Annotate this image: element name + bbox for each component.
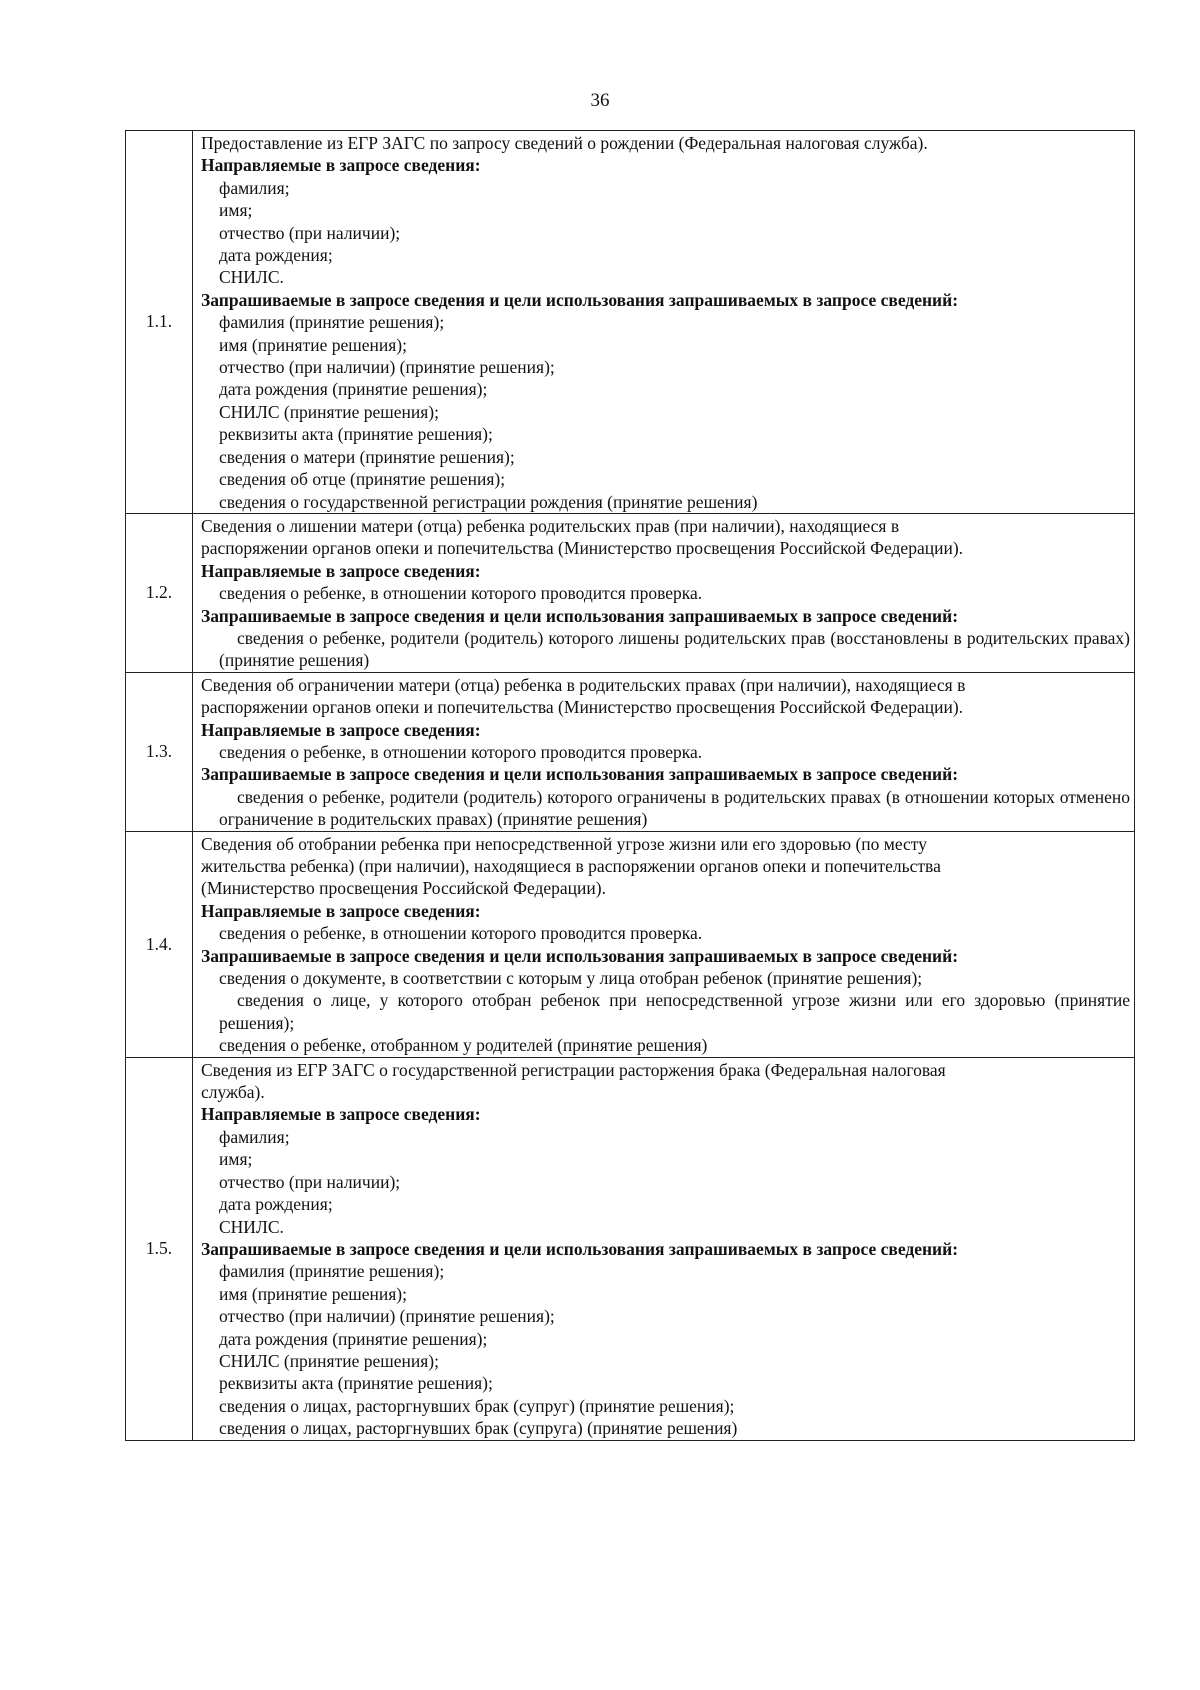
sent-field-item: имя; [219,1149,253,1170]
requested-field-item: фамилия (принятие решения); [219,1261,445,1282]
requested-field-item: фамилия (принятие решения); [219,312,445,333]
row-description-line: жительства ребенка) (при наличии), находящиеся в распоряжении органов опеки и попечительства [201,856,941,876]
row-description-line: (Министерство просвещения Российской Федерации). [201,878,606,899]
requested-field-item: СНИЛС (принятие решения); [219,1350,439,1371]
requested-field-item: имя (принятие решения); [219,1283,407,1304]
row-description-line: Сведения об ограничении матери (отца) ребенка в родительских правах (при наличии), находящиеся в [201,674,966,695]
sent-fields-heading: Направляемые в запросе сведения: [201,900,481,921]
sent-fields-heading: Направляемые в запросе сведения: [201,560,481,581]
requested-fields-heading: Запрашиваемые в запросе сведения и цели использования запрашиваемых в запросе сведений: [201,1238,959,1259]
row-description-line: распоряжении органов опеки и попечительства (Министерство просвещения Российской Федерации). [201,538,964,559]
row-content [193,513,1135,672]
table-row [126,1057,1135,1440]
sent-field-item: СНИЛС. [219,267,284,288]
row-content [193,672,1135,831]
row-content [193,831,1135,1057]
sent-field-item: отчество (при наличии); [219,1171,401,1192]
requested-field-item: сведения о документе, в соответствии с которым у лица отобран ребенок (принятие решения); [219,968,923,989]
sent-field-item: дата рождения; [219,1194,333,1215]
table-row [126,513,1135,672]
row-description-line: распоряжении органов опеки и попечительства (Министерство просвещения Российской Федерации). [201,697,964,718]
row-number: 1.5. [126,1057,193,1440]
requested-field-item: дата рождения (принятие решения); [219,379,488,400]
row-number: 1.2. [126,513,193,672]
requested-fields-heading: Запрашиваемые в запросе сведения и цели использования запрашиваемых в запросе сведений: [201,289,959,310]
requested-field-item: СНИЛС (принятие решения); [219,401,439,422]
sent-field-item: сведения о ребенке, в отношении которого проводится проверка. [219,923,703,944]
requested-field-item: дата рождения (принятие решения); [219,1328,488,1349]
sent-field-item: сведения о ребенке, в отношении которого проводится проверка. [219,583,703,604]
requested-field-item: сведения о лицах, расторгнувших брак (супруг) (принятие решения); [219,1395,735,1416]
requested-field-item: реквизиты акта (принятие решения); [219,1373,493,1394]
requested-field-item: отчество (при наличии) (принятие решения); [219,357,555,378]
table-row [126,672,1135,831]
requested-field-item: сведения о ребенке, родители (родитель) которого ограничены в родительских правах (в отношении которых отменено ограничение в родительских правах) (принятие решения) [219,786,1130,830]
row-content [193,131,1135,514]
row-description-line: Предоставление из ЕГР ЗАГС по запросу сведений о рождении (Федеральная налоговая служба). [201,133,928,153]
sent-fields-heading: Направляемые в запросе сведения: [201,719,481,740]
sent-field-item: имя; [219,200,253,221]
sent-fields-heading: Направляемые в запросе сведения: [201,155,481,176]
requests-table [125,130,1135,1441]
requests-table-body [126,131,1135,1441]
requested-field-item: сведения об отце (принятие решения); [219,469,506,490]
page-number: 36 [590,90,610,111]
sent-field-item: СНИЛС. [219,1216,284,1237]
requested-field-item: имя (принятие решения); [219,334,407,355]
row-description-line: служба). [201,1082,265,1103]
requested-field-item: сведения о лице, у которого отобран ребенок при непосредственной угрозе жизни или его здоровью (принятие решения); [219,990,1130,1033]
sent-field-item: отчество (при наличии); [219,222,401,243]
sent-field-item: дата рождения; [219,245,333,266]
row-description-line: Сведения о лишении матери (отца) ребенка родительских прав (при наличии), находящиеся в [201,515,900,536]
row-description-line: Сведения об отобрании ребенка при непосредственной угрозе жизни или его здоровью (по месту [201,833,927,854]
row-number: 1.4. [126,831,193,1057]
row-number: 1.1. [126,131,193,514]
requested-field-item: сведения о матери (принятие решения); [219,446,515,467]
row-number: 1.3. [126,672,193,831]
sent-fields-heading: Направляемые в запросе сведения: [201,1104,481,1125]
requested-field-item: реквизиты акта (принятие решения); [219,424,493,445]
requested-field-item: сведения о ребенке, родители (родитель) которого лишены родительских прав (восстановлены в родительских правах) (принятие решения) [219,627,1130,671]
sent-field-item: фамилия; [219,177,290,198]
row-content [193,1057,1135,1440]
requested-fields-heading: Запрашиваемые в запросе сведения и цели использования запрашиваемых в запросе сведений: [201,605,959,626]
requested-field-item: отчество (при наличии) (принятие решения); [219,1306,555,1327]
table-row [126,831,1135,1057]
table-row [126,131,1135,514]
row-description-line: Сведения из ЕГР ЗАГС о государственной регистрации расторжения брака (Федеральная налоговая [201,1059,946,1080]
requested-field-item: сведения о ребенке, отобранном у родителей (принятие решения) [219,1035,708,1056]
requested-field-item: сведения о лицах, расторгнувших брак (супруга) (принятие решения) [219,1418,738,1439]
requested-field-item: сведения о государственной регистрации рождения (принятие решения) [219,491,758,512]
sent-field-item: фамилия; [219,1126,290,1147]
requested-fields-heading: Запрашиваемые в запросе сведения и цели использования запрашиваемых в запросе сведений: [201,764,959,785]
sent-field-item: сведения о ребенке, в отношении которого проводится проверка. [219,741,703,762]
requested-fields-heading: Запрашиваемые в запросе сведения и цели использования запрашиваемых в запросе сведений: [201,945,959,966]
